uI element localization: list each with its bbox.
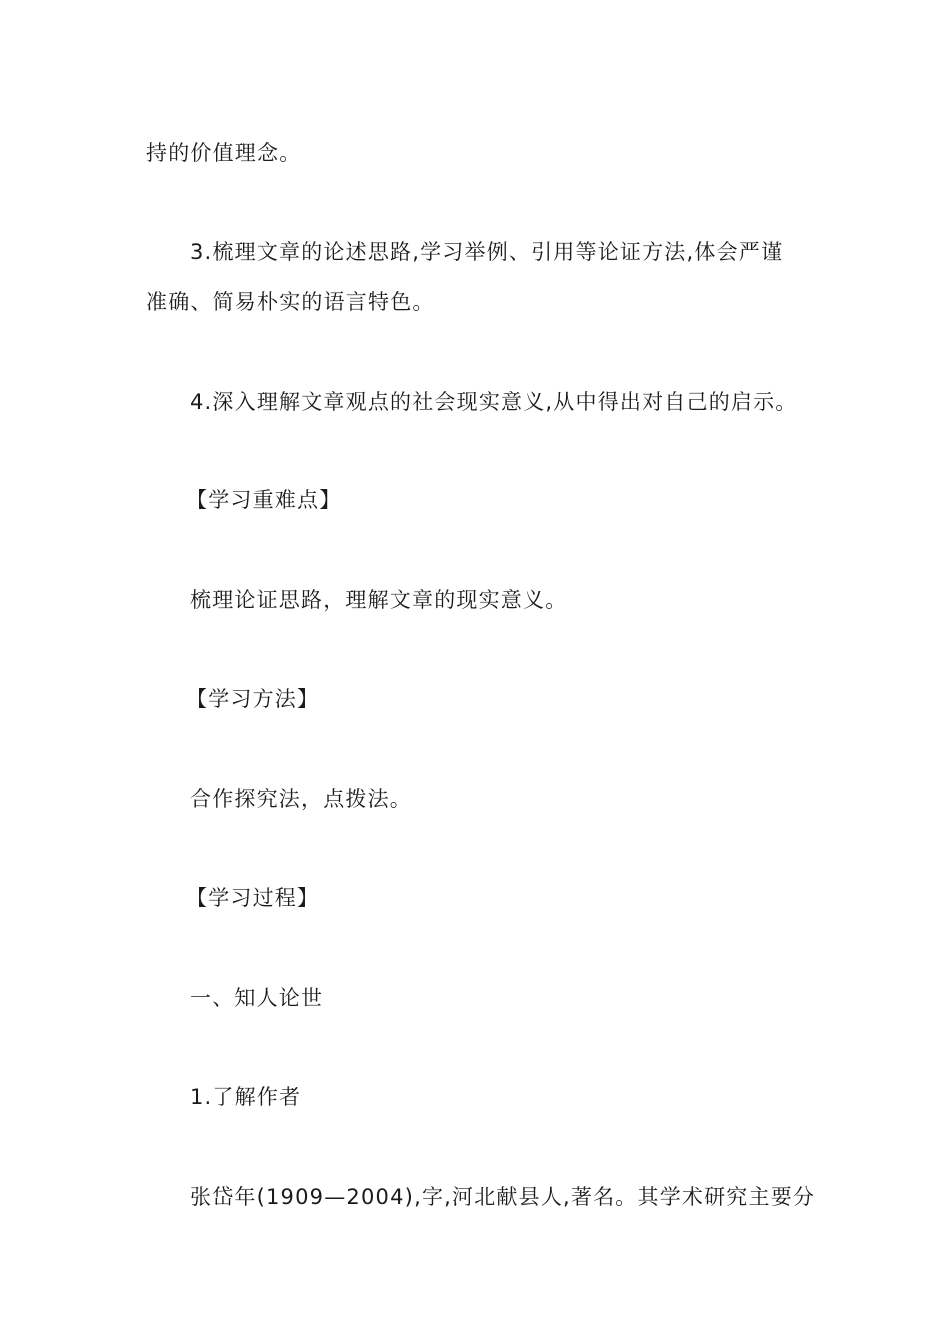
key-points-text: 梳理论证思路，理解文章的现实意义。	[190, 588, 568, 612]
objective-3-line-1: 3.梳理文章的论述思路,学习举例、引用等论证方法,体会严谨	[190, 240, 784, 264]
section-heading-key-points: 【学习重难点】	[186, 488, 342, 512]
section-heading-methods: 【学习方法】	[186, 687, 320, 711]
subsection-heading: 一、知人论世	[190, 986, 324, 1010]
objective-4: 4.深入理解文章观点的社会现实意义,从中得出对自己的启示。	[190, 390, 798, 414]
methods-text: 合作探究法，点拨法。	[190, 787, 412, 811]
subsection-item-heading: 1.了解作者	[190, 1085, 302, 1109]
objective-3-line-2: 准确、简易朴实的语言特色。	[146, 290, 435, 314]
paragraph-continuation: 持的价值理念。	[146, 141, 302, 165]
section-heading-process: 【学习过程】	[186, 886, 320, 910]
author-intro-text: 张岱年(1909—2004),字,河北献县人,著名。其学术研究主要分	[190, 1185, 816, 1209]
